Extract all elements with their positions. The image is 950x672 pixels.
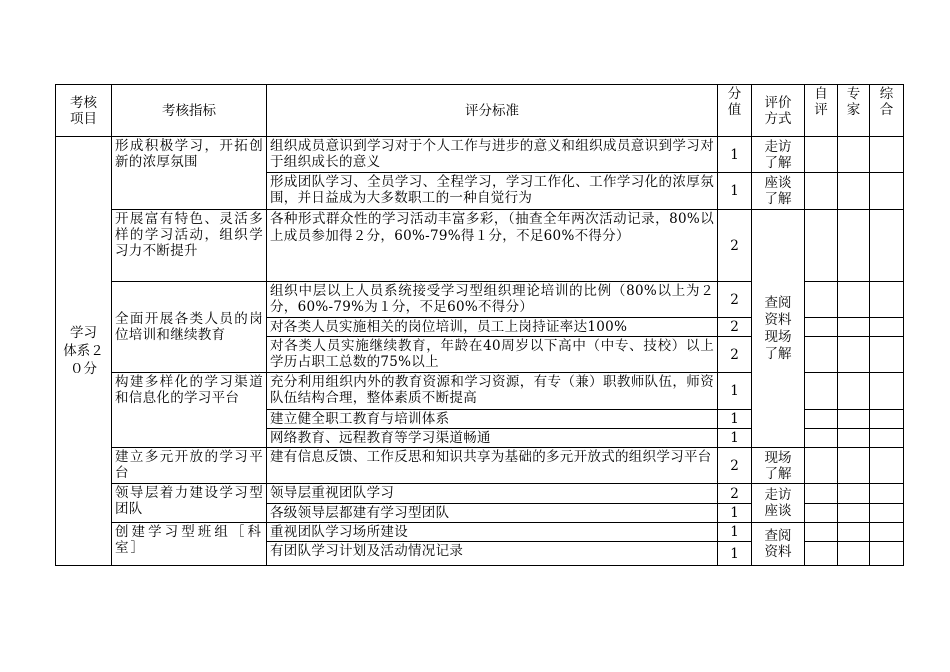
- overall-score-cell[interactable]: [870, 484, 904, 504]
- header-item: 考核 项目: [56, 85, 112, 137]
- method-cell: 查阅 资料: [752, 523, 805, 566]
- expert-score-cell[interactable]: [838, 337, 870, 373]
- self-score-cell[interactable]: [805, 337, 838, 373]
- evaluation-table: [55, 84, 904, 566]
- header-standard: 评分标准: [267, 85, 718, 137]
- method-cell: 座谈 了解: [752, 173, 805, 210]
- expert-score-cell[interactable]: [838, 137, 870, 173]
- expert-score-cell[interactable]: [838, 410, 870, 429]
- score-cell: 1: [718, 373, 752, 410]
- standard-cell: 建立健全职工教育与培训体系: [267, 410, 718, 429]
- standard-cell: 对各类人员实施相关的岗位培训，员工上岗持证率达100%: [267, 318, 718, 337]
- header-row: [56, 85, 904, 137]
- standard-cell: 组织中层以上人员系统接受学习型组织理论培训的比例（80%以上为２分，60%-79%为１分，不足60%不得分）: [267, 282, 718, 318]
- header-expert: 专 家: [838, 85, 870, 137]
- self-score-cell[interactable]: [805, 210, 838, 282]
- score-cell: 1: [718, 523, 752, 542]
- self-score-cell[interactable]: [805, 373, 838, 410]
- self-score-cell[interactable]: [805, 137, 838, 173]
- standard-cell: 网络教育、远程教育等学习渠道畅通: [267, 429, 718, 448]
- overall-score-cell[interactable]: [870, 282, 904, 318]
- expert-score-cell[interactable]: [838, 484, 870, 504]
- score-cell: 2: [718, 448, 752, 484]
- header-self: 自 评: [805, 85, 838, 137]
- indicator-cell: 创建学习型班组［科室］: [112, 523, 267, 566]
- self-score-cell[interactable]: [805, 318, 838, 337]
- score-cell: 2: [718, 210, 752, 282]
- score-cell: 2: [718, 484, 752, 504]
- table-row: [56, 523, 904, 542]
- standard-cell: 对各类人员实施继续教育，年龄在40周岁以下高中（中专、技校）以上学历占职工总数的75%以上: [267, 337, 718, 373]
- method-cell: 现场 了解: [752, 448, 805, 484]
- expert-score-cell[interactable]: [838, 173, 870, 210]
- expert-score-cell[interactable]: [838, 448, 870, 484]
- expert-score-cell[interactable]: [838, 318, 870, 337]
- overall-score-cell[interactable]: [870, 173, 904, 210]
- standard-cell: 组织成员意识到学习对于个人工作与进步的意义和组织成员意识到学习对于组织成长的意义: [267, 137, 718, 173]
- category-cell: 学习 体系２ ０分: [56, 137, 112, 566]
- self-score-cell[interactable]: [805, 523, 838, 542]
- score-cell: 1: [718, 429, 752, 448]
- indicator-cell: 开展富有特色、灵活多样的学习活动，组织学习力不断提升: [112, 210, 267, 282]
- self-score-cell[interactable]: [805, 173, 838, 210]
- standard-cell: 领导层重视团队学习: [267, 484, 718, 504]
- method-cell: 查阅 资料 现场 了解: [752, 210, 805, 448]
- self-score-cell[interactable]: [805, 282, 838, 318]
- overall-score-cell[interactable]: [870, 318, 904, 337]
- header-method: 评价 方式: [752, 85, 805, 137]
- overall-score-cell[interactable]: [870, 210, 904, 282]
- score-cell: 2: [718, 318, 752, 337]
- score-cell: 1: [718, 137, 752, 173]
- table-row: [56, 484, 904, 504]
- standard-cell: 建有信息反馈、工作反思和知识共享为基础的多元开放式的组织学习平台: [267, 448, 718, 484]
- indicator-cell: 全面开展各类人员的岗位培训和继续教育: [112, 282, 267, 373]
- self-score-cell[interactable]: [805, 410, 838, 429]
- overall-score-cell[interactable]: [870, 448, 904, 484]
- expert-score-cell[interactable]: [838, 373, 870, 410]
- score-cell: 1: [718, 410, 752, 429]
- table-row: [56, 448, 904, 484]
- overall-score-cell[interactable]: [870, 523, 904, 542]
- self-score-cell[interactable]: [805, 448, 838, 484]
- indicator-cell: 领导层着力建设学习型团队: [112, 484, 267, 523]
- header-indicator: 考核指标: [112, 85, 267, 137]
- score-cell: 1: [718, 504, 752, 523]
- overall-score-cell[interactable]: [870, 410, 904, 429]
- overall-score-cell[interactable]: [870, 429, 904, 448]
- expert-score-cell[interactable]: [838, 542, 870, 566]
- header-overall: 综 合: [870, 85, 904, 137]
- standard-cell: 充分利用组织内外的教育资源和学习资源，有专（兼）职教师队伍，师资队伍结构合理，整体素质不断提高: [267, 373, 718, 410]
- indicator-cell: 构建多样化的学习渠道和信息化的学习平台: [112, 373, 267, 448]
- self-score-cell[interactable]: [805, 484, 838, 504]
- table-row: [56, 137, 904, 173]
- indicator-cell: 建立多元开放的学习平台: [112, 448, 267, 484]
- overall-score-cell[interactable]: [870, 137, 904, 173]
- standard-cell: 重视团队学习场所建设: [267, 523, 718, 542]
- self-score-cell[interactable]: [805, 542, 838, 566]
- expert-score-cell[interactable]: [838, 523, 870, 542]
- overall-score-cell[interactable]: [870, 373, 904, 410]
- score-cell: 1: [718, 542, 752, 566]
- expert-score-cell[interactable]: [838, 429, 870, 448]
- expert-score-cell[interactable]: [838, 282, 870, 318]
- expert-score-cell[interactable]: [838, 504, 870, 523]
- self-score-cell[interactable]: [805, 429, 838, 448]
- method-cell: 走访 了解: [752, 137, 805, 173]
- score-cell: 2: [718, 282, 752, 318]
- standard-cell: 各级领导层都建有学习型团队: [267, 504, 718, 523]
- standard-cell: 有团队学习计划及活动情况记录: [267, 542, 718, 566]
- overall-score-cell[interactable]: [870, 542, 904, 566]
- indicator-cell: 形成积极学习，开拓创新的浓厚氛围: [112, 137, 267, 210]
- standard-cell: 形成团队学习、全员学习、全程学习，学习工作化、工作学习化的浓厚氛围，并日益成为大多数职工的一种自觉行为: [267, 173, 718, 210]
- header-score: 分 值: [718, 85, 752, 137]
- score-cell: 1: [718, 173, 752, 210]
- overall-score-cell[interactable]: [870, 504, 904, 523]
- expert-score-cell[interactable]: [838, 210, 870, 282]
- self-score-cell[interactable]: [805, 504, 838, 523]
- method-cell: 走访 座谈: [752, 484, 805, 523]
- score-cell: 2: [718, 337, 752, 373]
- table-row: [56, 210, 904, 282]
- standard-cell: 各种形式群众性的学习活动丰富多彩，（抽查全年两次活动记录，80%以上成员参加得２分，60%-79%得１分，不足60%不得分）: [267, 210, 718, 282]
- overall-score-cell[interactable]: [870, 337, 904, 373]
